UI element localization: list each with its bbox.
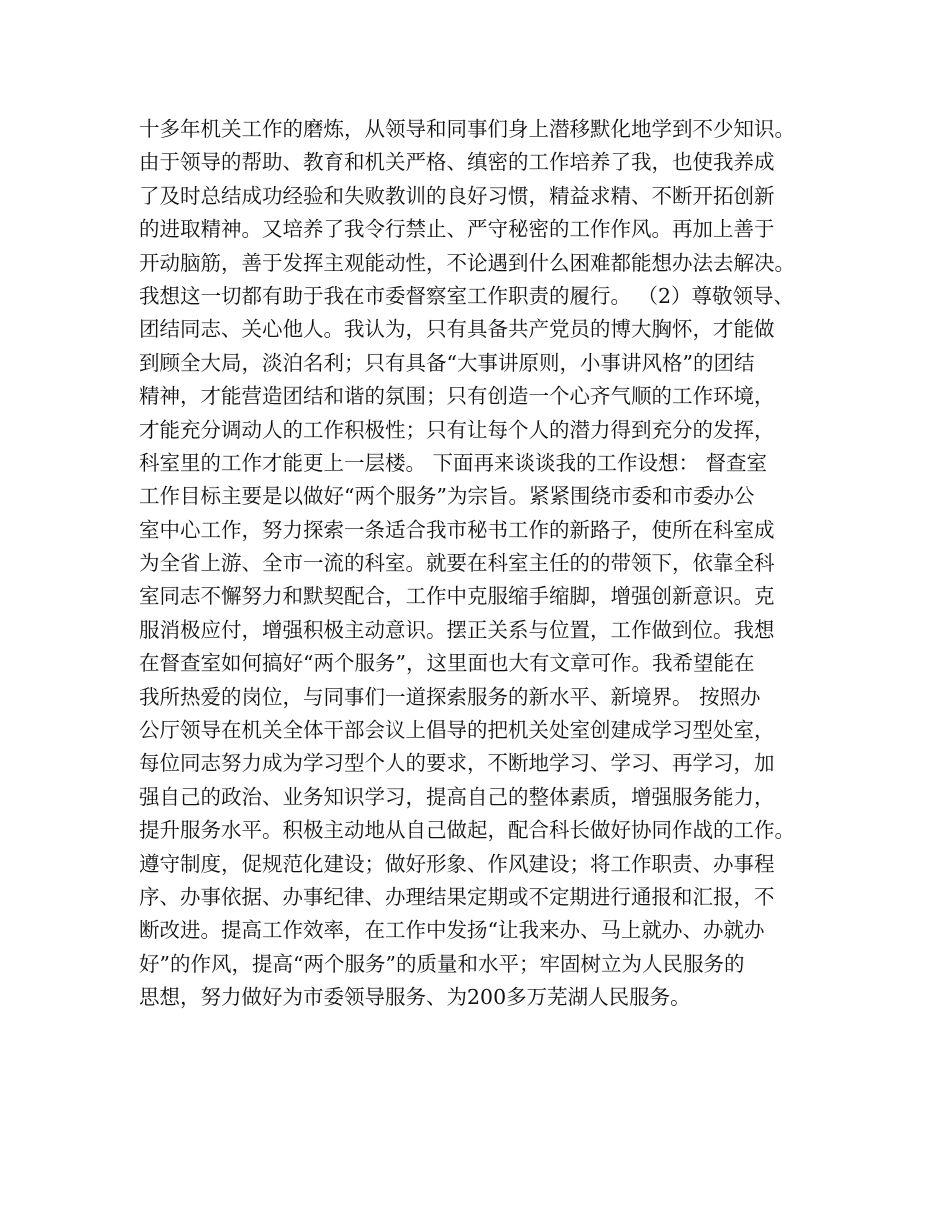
text-line-17: 在督查室如何搞好“两个服务”，这里面也大有文章可作。我希望能在	[139, 651, 755, 676]
text-line-16: 服消极应付，增强积极主动意识。摆正关系与位置，工作做到位。我想	[139, 617, 775, 642]
text-line-26: 好”的作风，提高“两个服务”的质量和水平；牢固树立为人民服务的	[139, 951, 745, 976]
text-line-4: 的进取精神。又培养了我令行禁止、严守秘密的工作作风。再加上善于	[139, 217, 775, 242]
text-line-1: 十多年机关工作的磨炼，从领导和同事们身上潜移默化地学到不少知识。	[139, 117, 795, 141]
text-line-3: 了及时总结成功经验和失败教训的良好习惯，精益求精、不断开拓创新	[139, 183, 775, 208]
text-line-20: 每位同志努力成为学习型个人的要求，不断地学习、学习、再学习，加	[139, 751, 775, 776]
text-line-14: 为全省上游、全市一流的科室。就要在科室主任的的带领下，依靠全科	[139, 551, 775, 576]
text-line-27: 思想，努力做好为市委领导服务、为200多万芜湖人民服务。	[139, 985, 691, 1010]
text-line-10: 才能充分调动人的工作积极性；只有让每个人的潜力得到充分的发挥，	[139, 417, 775, 442]
text-line-15: 室同志不懈努力和默契配合，工作中克服缩手缩脚，增强创新意识。克	[139, 584, 775, 609]
text-line-25: 断改进。提高工作效率，在工作中发扬“让我来办、马上就办、办就办	[139, 918, 765, 943]
text-line-7: 团结同志、关心他人。我认为，只有具备共产党员的博大胸怀，才能做	[139, 317, 775, 342]
text-line-9: 精神，才能营造团结和谐的氛围；只有创造一个心齐气顺的工作环境，	[139, 384, 775, 409]
text-line-12: 工作目标主要是以做好“两个服务”为宗旨。紧紧围绕市委和市委办公	[139, 484, 755, 509]
text-line-2: 由于领导的帮助、教育和机关严格、缜密的工作培养了我，也使我养成	[139, 150, 775, 175]
text-line-6: 我想这一切都有助于我在市委督察室工作职责的履行。 （2）尊敬领导、	[139, 283, 795, 308]
text-line-24: 序、办事依据、办事纪律、办理结果定期或不定期进行通报和汇报，不	[139, 884, 775, 909]
body-text	[139, 113, 839, 1015]
text-line-13: 室中心工作，努力探索一条适合我市秘书工作的新路子，使所在科室成	[139, 517, 775, 542]
text-line-22: 提升服务水平。积极主动地从自己做起，配合科长做好协同作战的工作。	[139, 818, 795, 843]
text-line-18: 我所热爱的岗位，与同事们一道探索服务的新水平、新境界。 按照办	[139, 684, 761, 709]
text-line-5: 开动脑筋，善于发挥主观能动性，不论遇到什么困难都能想办法去解决。	[139, 250, 795, 275]
text-line-23: 遵守制度，促规范化建设；做好形象、作风建设；将工作职责、办事程	[139, 851, 775, 876]
text-line-8: 到顾全大局，淡泊名利；只有具备“大事讲原则，小事讲风格”的团结	[139, 350, 755, 375]
text-line-19: 公厅领导在机关全体干部会议上倡导的把机关处室创建成学习型处室，	[139, 718, 775, 743]
text-line-21: 强自己的政治、业务知识学习，提高自己的整体素质，增强服务能力，	[139, 784, 775, 809]
text-line-11: 科室里的工作才能更上一层楼。 下面再来谈谈我的工作设想： 督查室	[139, 450, 768, 475]
